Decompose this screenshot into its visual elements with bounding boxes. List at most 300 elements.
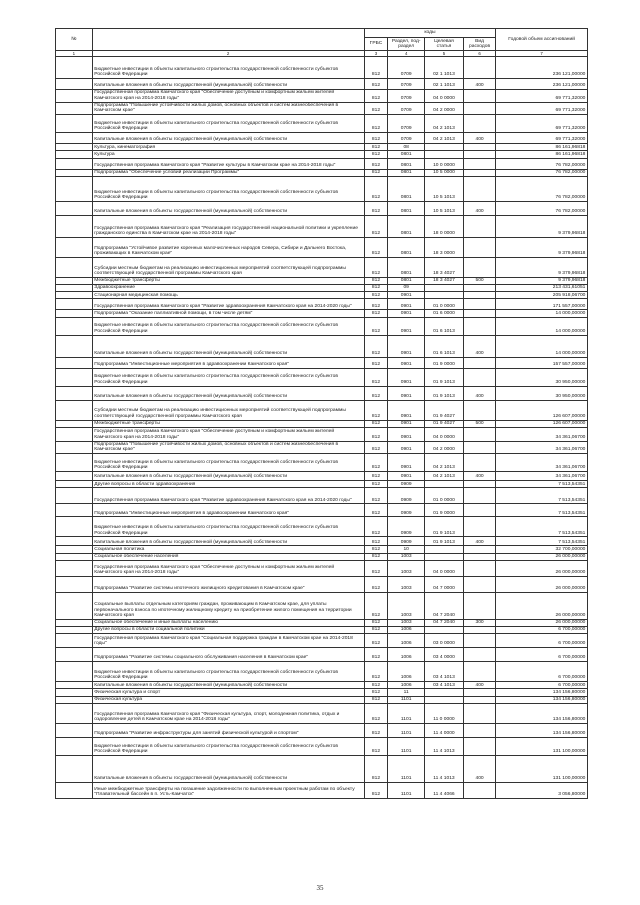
row-sum: 6 700,00000 — [496, 662, 588, 682]
row-sum: 9 379,96818 — [496, 215, 588, 237]
row-grbs: 812 — [364, 592, 388, 619]
row-grbs: 812 — [364, 176, 388, 201]
row-name: Капитальные вложения в объекты государственной (муниципальной) собственности — [92, 755, 364, 782]
row-sum: 26 000,00000 — [496, 553, 588, 560]
row-rzpr: 0909 — [388, 517, 425, 537]
row-rzpr: 1006 — [388, 627, 425, 634]
row-rzpr: 1101 — [388, 703, 425, 723]
table-row — [56, 634, 588, 648]
row-csr: 11 4 0000 — [425, 723, 464, 737]
row-grbs: 812 — [364, 335, 388, 357]
row-vr — [463, 284, 495, 291]
row-grbs: 812 — [364, 368, 388, 386]
row-vr — [463, 257, 495, 277]
row-number — [56, 257, 93, 277]
row-number — [56, 57, 93, 79]
row-grbs: 812 — [364, 57, 388, 79]
table-row — [56, 696, 588, 703]
row-number — [56, 782, 93, 798]
row-vr — [463, 560, 495, 576]
row-sum: 131 100,00000 — [496, 737, 588, 755]
row-csr: 01 0 0000 — [425, 299, 464, 310]
row-csr: 01 9 1013 — [425, 517, 464, 537]
row-name: Субсидии местным бюджетам на реализацию инвестиционных мероприятий соответствующей подпрограммы соответствующей государственной программы Камчатского края — [92, 257, 364, 277]
row-number — [56, 504, 93, 517]
row-csr: 04 2 1013 — [425, 472, 464, 481]
row-name: Бюджетные инвестиции в объекты капитального строительства государственной собственности субъектов Российской Федерации — [92, 57, 364, 79]
row-csr: 04 2 1013 — [425, 133, 464, 144]
row-rzpr: 1006 — [388, 662, 425, 682]
row-csr: 18 0 0000 — [425, 215, 464, 237]
row-sum: 34 361,06700 — [496, 472, 588, 481]
row-rzpr: 1006 — [388, 634, 425, 648]
row-sum: 9 379,96818 — [496, 277, 588, 284]
row-rzpr: 0801 — [388, 237, 425, 257]
table-row — [56, 689, 588, 696]
row-vr — [463, 102, 495, 115]
index-cell: 1 — [56, 51, 93, 57]
table-row — [56, 292, 588, 299]
row-name: Культура, кинематография — [92, 144, 364, 151]
row-csr: 11 4 4066 — [425, 782, 464, 798]
row-csr — [425, 627, 464, 634]
row-vr — [463, 592, 495, 619]
row-name: Социальные выплаты отдельным категориям граждан, проживающим в Камчатском крае, для уплаты первоначального взноса по ипотечному жилищному кредиту на приобретение жилого помещения на территории Камчатского края — [92, 592, 364, 619]
row-grbs: 812 — [364, 682, 388, 689]
table-row — [56, 662, 588, 682]
row-rzpr: 0801 — [388, 257, 425, 277]
row-vr — [463, 546, 495, 553]
row-sum: 7 513,54351 — [496, 537, 588, 546]
row-csr: 01 9 4027 — [425, 420, 464, 427]
row-name: Подпрограмма "Повышение устойчивости жилых домов, основных объектов и систем жизнеобеспечения в Камчатском крае" — [92, 102, 364, 115]
row-number — [56, 420, 93, 427]
row-rzpr: 0709 — [388, 133, 425, 144]
row-rzpr: 1101 — [388, 782, 425, 798]
row-vr — [463, 737, 495, 755]
row-sum: 76 782,00000 — [496, 158, 588, 169]
row-vr: 400 — [463, 537, 495, 546]
row-rzpr: 1101 — [388, 696, 425, 703]
table-row — [56, 176, 588, 201]
row-grbs: 812 — [364, 553, 388, 560]
row-csr: 04 2 1013 — [425, 115, 464, 133]
row-name: Подпрограмма "Развитие системы ипотечного жилищного кредитования в Камчатском крае" — [92, 576, 364, 592]
row-name: Государственная программа Камчатского края "Развитие культуры в Камчатском крае на 2014-2018 годы" — [92, 158, 364, 169]
index-cell: 7 — [496, 51, 588, 57]
row-grbs: 812 — [364, 504, 388, 517]
row-vr — [463, 696, 495, 703]
row-rzpr: 0901 — [388, 299, 425, 310]
row-number — [56, 357, 93, 368]
row-sum: 14 000,00000 — [496, 310, 588, 317]
row-csr: 01 9 0000 — [425, 504, 464, 517]
row-csr: 04 7 2040 — [425, 592, 464, 619]
row-grbs: 812 — [364, 546, 388, 553]
row-rzpr: 11 — [388, 689, 425, 696]
row-grbs: 812 — [364, 79, 388, 90]
row-rzpr: 0901 — [388, 454, 425, 472]
row-rzpr: 0709 — [388, 102, 425, 115]
row-vr: 400 — [463, 133, 495, 144]
row-sum: 3 056,80000 — [496, 782, 588, 798]
row-name: Капитальные вложения в объекты государственной (муниципальной) собственности — [92, 79, 364, 90]
row-number — [56, 427, 93, 441]
header-rzpr: Раздел, под-раздел — [388, 38, 425, 51]
row-name: Бюджетные инвестиции в объекты капитального строительства государственной собственности субъектов Российской Федерации — [92, 368, 364, 386]
row-sum: 134 156,80000 — [496, 696, 588, 703]
row-grbs: 812 — [364, 537, 388, 546]
row-vr — [463, 517, 495, 537]
row-grbs: 812 — [364, 90, 388, 103]
row-csr: 18 3 4027 — [425, 257, 464, 277]
row-csr: 04 0 0000 — [425, 427, 464, 441]
row-vr — [463, 368, 495, 386]
row-number — [56, 472, 93, 481]
row-number — [56, 284, 93, 291]
row-sum: 86 161,96818 — [496, 144, 588, 151]
row-number — [56, 517, 93, 537]
row-sum: 6 700,00000 — [496, 627, 588, 634]
row-rzpr: 0909 — [388, 481, 425, 488]
budget-table — [55, 28, 588, 799]
row-rzpr: 0901 — [388, 357, 425, 368]
row-number — [56, 634, 93, 648]
row-name: Подпрограмма "Развитие инфраструктуры для занятий физической культурой и спортом" — [92, 723, 364, 737]
row-vr — [463, 151, 495, 158]
row-name: Стационарная медицинская помощь — [92, 292, 364, 299]
row-name: Капитальные вложения в объекты государственной (муниципальной) собственности — [92, 335, 364, 357]
table-row — [56, 737, 588, 755]
row-rzpr: 1003 — [388, 576, 425, 592]
row-grbs: 812 — [364, 299, 388, 310]
row-name: Государственная программа Камчатского края "Обеспечение доступным и комфортным жильем жителей Камчатского края на 2014-2018 годы" — [92, 90, 364, 103]
row-number — [56, 648, 93, 662]
table-row — [56, 504, 588, 517]
row-grbs: 812 — [364, 133, 388, 144]
row-rzpr: 0801 — [388, 151, 425, 158]
row-sum: 26 000,00000 — [496, 619, 588, 626]
row-vr — [463, 689, 495, 696]
row-number — [56, 537, 93, 546]
row-vr — [463, 481, 495, 488]
row-grbs: 812 — [364, 703, 388, 723]
table-row — [56, 420, 588, 427]
row-sum: 134 156,80000 — [496, 689, 588, 696]
row-vr — [463, 357, 495, 368]
row-grbs: 812 — [364, 102, 388, 115]
row-sum: 14 000,00000 — [496, 335, 588, 357]
row-sum: 126 607,00000 — [496, 400, 588, 420]
row-sum: 7 513,54351 — [496, 488, 588, 504]
row-vr — [463, 703, 495, 723]
row-number — [56, 102, 93, 115]
row-number — [56, 481, 93, 488]
row-rzpr: 0901 — [388, 292, 425, 299]
row-grbs: 812 — [364, 481, 388, 488]
row-vr — [463, 292, 495, 299]
row-grbs: 812 — [364, 782, 388, 798]
row-number — [56, 144, 93, 151]
row-vr — [463, 454, 495, 472]
row-number — [56, 546, 93, 553]
row-rzpr: 0901 — [388, 427, 425, 441]
row-rzpr: 1006 — [388, 682, 425, 689]
index-cell: 5 — [425, 51, 464, 57]
row-number — [56, 553, 93, 560]
row-sum: 14 000,00000 — [496, 317, 588, 335]
index-cell: 3 — [364, 51, 388, 57]
row-vr — [463, 627, 495, 634]
index-cell: 2 — [92, 51, 364, 57]
row-number — [56, 237, 93, 257]
table-row — [56, 682, 588, 689]
row-csr: 04 2 0000 — [425, 102, 464, 115]
row-rzpr: 0901 — [388, 386, 425, 400]
row-vr: 400 — [463, 201, 495, 215]
row-name: Государственная программа Камчатского края "Развитие здравоохранения Камчатского края на 2014-2020 годы" — [92, 488, 364, 504]
row-rzpr: 0801 — [388, 215, 425, 237]
row-number — [56, 386, 93, 400]
row-sum: 134 156,80000 — [496, 703, 588, 723]
row-vr: 400 — [463, 335, 495, 357]
row-grbs: 812 — [364, 427, 388, 441]
row-vr — [463, 504, 495, 517]
table-row — [56, 299, 588, 310]
row-vr — [463, 488, 495, 504]
row-grbs: 812 — [364, 292, 388, 299]
row-name: Подпрограмма "Устойчивое развитие коренных малочисленных народов Севера, Сибири и Дальнего Востока, проживающих в Камчатском крае" — [92, 237, 364, 257]
row-sum: 69 771,32000 — [496, 90, 588, 103]
row-sum: 26 000,00000 — [496, 576, 588, 592]
row-number — [56, 592, 93, 619]
table-row — [56, 151, 588, 158]
row-sum: 7 513,54351 — [496, 481, 588, 488]
row-sum: 34 361,06700 — [496, 441, 588, 454]
row-csr: 01 9 1013 — [425, 386, 464, 400]
row-sum: 6 700,00000 — [496, 682, 588, 689]
table-row — [56, 169, 588, 176]
row-rzpr: 0709 — [388, 115, 425, 133]
row-csr: 03 4 1013 — [425, 662, 464, 682]
row-sum: 157 557,00000 — [496, 357, 588, 368]
table-row — [56, 144, 588, 151]
row-rzpr: 0709 — [388, 90, 425, 103]
row-rzpr: 0901 — [388, 317, 425, 335]
row-number — [56, 703, 93, 723]
row-rzpr: 1101 — [388, 737, 425, 755]
table-row — [56, 310, 588, 317]
row-vr — [463, 553, 495, 560]
row-name: Бюджетные инвестиции в объекты капитального строительства государственной собственности субъектов Российской Федерации — [92, 737, 364, 755]
row-number — [56, 299, 93, 310]
row-name: Физическая культура — [92, 696, 364, 703]
row-name: Иные межбюджетные трансферты на погашение задолженности по выполненным проектным работам по объекту "Плавательный бассейн в п. Усть-Камчатск" — [92, 782, 364, 798]
row-grbs: 812 — [364, 237, 388, 257]
row-sum: 86 161,96818 — [496, 151, 588, 158]
row-number — [56, 755, 93, 782]
row-csr: 03 4 0000 — [425, 648, 464, 662]
row-name: Бюджетные инвестиции в объекты капитального строительства государственной собственности субъектов Российской Федерации — [92, 115, 364, 133]
row-vr — [463, 115, 495, 133]
row-name: Капитальные вложения в объекты государственной (муниципальной) собственности — [92, 537, 364, 546]
row-sum: 34 361,06700 — [496, 454, 588, 472]
row-rzpr: 0801 — [388, 201, 425, 215]
table-row — [56, 386, 588, 400]
row-rzpr: 0709 — [388, 79, 425, 90]
index-cell: 4 — [388, 51, 425, 57]
row-vr — [463, 648, 495, 662]
table-row — [56, 57, 588, 79]
table-row — [56, 553, 588, 560]
table-row — [56, 115, 588, 133]
header-vr: Вид расходов — [463, 38, 495, 51]
row-vr — [463, 57, 495, 79]
row-csr: 01 9 1013 — [425, 537, 464, 546]
row-name: Подпрограмма "Повышение устойчивости жилых домов, основных объектов и систем жизнеобеспечения в Камчатском крае" — [92, 441, 364, 454]
row-name: Капитальные вложения в объекты государственной (муниципальной) собственности — [92, 472, 364, 481]
row-number — [56, 292, 93, 299]
row-grbs: 812 — [364, 517, 388, 537]
row-number — [56, 158, 93, 169]
row-name: Капитальные вложения в объекты государственной (муниципальной) собственности — [92, 682, 364, 689]
table-row — [56, 102, 588, 115]
row-csr: 10 5 1013 — [425, 176, 464, 201]
row-sum: 171 557,00000 — [496, 299, 588, 310]
row-csr — [425, 689, 464, 696]
row-grbs: 812 — [364, 619, 388, 626]
row-number — [56, 277, 93, 284]
row-grbs: 812 — [364, 215, 388, 237]
header-grbs: ГРБС — [364, 38, 388, 51]
row-number — [56, 115, 93, 133]
index-cell: 6 — [463, 51, 495, 57]
row-rzpr: 0909 — [388, 488, 425, 504]
row-vr: 500 — [463, 277, 495, 284]
row-name: Капитальные вложения в объекты государственной (муниципальной) собственности — [92, 133, 364, 144]
row-name: Бюджетные инвестиции в объекты капитального строительства государственной собственности субъектов Российской Федерации — [92, 662, 364, 682]
row-vr — [463, 144, 495, 151]
row-number — [56, 368, 93, 386]
row-vr — [463, 176, 495, 201]
row-vr — [463, 400, 495, 420]
row-vr: 500 — [463, 420, 495, 427]
row-grbs: 812 — [364, 441, 388, 454]
row-grbs: 812 — [364, 488, 388, 504]
row-number — [56, 79, 93, 90]
row-sum: 213 431,61051 — [496, 284, 588, 291]
row-rzpr: 0909 — [388, 504, 425, 517]
row-grbs: 812 — [364, 277, 388, 284]
row-number — [56, 488, 93, 504]
row-number — [56, 619, 93, 626]
row-rzpr: 0901 — [388, 420, 425, 427]
row-grbs: 812 — [364, 689, 388, 696]
table-row — [56, 537, 588, 546]
table-row — [56, 277, 588, 284]
row-name: Подпрограмма "Развитие системы социального обслуживания населения в Камчатском крае" — [92, 648, 364, 662]
row-grbs: 812 — [364, 201, 388, 215]
row-sum: 9 379,96818 — [496, 237, 588, 257]
row-rzpr: 0801 — [388, 169, 425, 176]
row-grbs: 812 — [364, 648, 388, 662]
row-sum: 69 771,32000 — [496, 102, 588, 115]
row-vr: 400 — [463, 682, 495, 689]
row-grbs: 812 — [364, 257, 388, 277]
row-grbs: 812 — [364, 169, 388, 176]
row-number — [56, 176, 93, 201]
row-rzpr: 1003 — [388, 619, 425, 626]
row-grbs: 812 — [364, 454, 388, 472]
row-grbs: 812 — [364, 755, 388, 782]
row-name: Субсидии местным бюджетам на реализацию инвестиционных мероприятий соответствующей подпрограммы соответствующей государственной программы Камчатского края — [92, 400, 364, 420]
row-name: Межбюджетные трансферты — [92, 277, 364, 284]
row-name: Бюджетные инвестиции в объекты капитального строительства государственной собственности субъектов Российской Федерации — [92, 176, 364, 201]
row-csr — [425, 696, 464, 703]
row-name: Культура — [92, 151, 364, 158]
header-num: № — [56, 29, 93, 51]
row-vr: 300 — [463, 619, 495, 626]
page-number: 35 — [316, 884, 324, 892]
row-vr — [463, 215, 495, 237]
row-name: Подпрограмма "Обеспечение условий реализации Программы" — [92, 169, 364, 176]
row-name: Бюджетные инвестиции в объекты капитального строительства государственной собственности субъектов Российской Федерации — [92, 317, 364, 335]
table-row — [56, 546, 588, 553]
row-csr: 04 2 1013 — [425, 454, 464, 472]
row-number — [56, 689, 93, 696]
row-vr — [463, 782, 495, 798]
row-sum: 32 700,00000 — [496, 546, 588, 553]
row-rzpr: 0901 — [388, 472, 425, 481]
row-grbs: 812 — [364, 115, 388, 133]
header-csr: Целевая статья — [425, 38, 464, 51]
table-row — [56, 400, 588, 420]
row-sum: 76 782,00000 — [496, 201, 588, 215]
row-csr: 02 1 1013 — [425, 57, 464, 79]
row-vr — [463, 634, 495, 648]
row-grbs: 812 — [364, 400, 388, 420]
row-grbs: 812 — [364, 310, 388, 317]
row-sum: 26 000,00000 — [496, 592, 588, 619]
row-sum: 30 950,00000 — [496, 386, 588, 400]
row-csr: 03 4 1013 — [425, 682, 464, 689]
row-sum: 76 782,00000 — [496, 176, 588, 201]
row-sum: 6 700,00000 — [496, 648, 588, 662]
row-sum: 236 121,00000 — [496, 57, 588, 79]
row-sum: 69 771,32000 — [496, 133, 588, 144]
row-csr: 18 3 4027 — [425, 277, 464, 284]
row-grbs: 812 — [364, 284, 388, 291]
header-sum: Годовой объем ассигнований — [496, 29, 588, 51]
row-name: Физическая культура и спорт — [92, 689, 364, 696]
row-rzpr: 0709 — [388, 57, 425, 79]
row-rzpr: 1101 — [388, 755, 425, 782]
row-grbs: 812 — [364, 737, 388, 755]
row-grbs: 812 — [364, 576, 388, 592]
row-csr: 01 9 1013 — [425, 368, 464, 386]
row-grbs: 812 — [364, 696, 388, 703]
row-rzpr: 0801 — [388, 176, 425, 201]
row-csr: 02 1 1013 — [425, 79, 464, 90]
table-row — [56, 472, 588, 481]
row-rzpr: 0801 — [388, 158, 425, 169]
row-vr — [463, 317, 495, 335]
row-name: Государственная программа Камчатского края "Физическая культура, спорт, молодежная политика, отдых и оздоровление детей в Камчатском крае на 2014-2018 годы" — [92, 703, 364, 723]
row-name: Другие вопросы в области здравоохранения — [92, 481, 364, 488]
row-vr — [463, 158, 495, 169]
row-csr — [425, 144, 464, 151]
table-row — [56, 368, 588, 386]
